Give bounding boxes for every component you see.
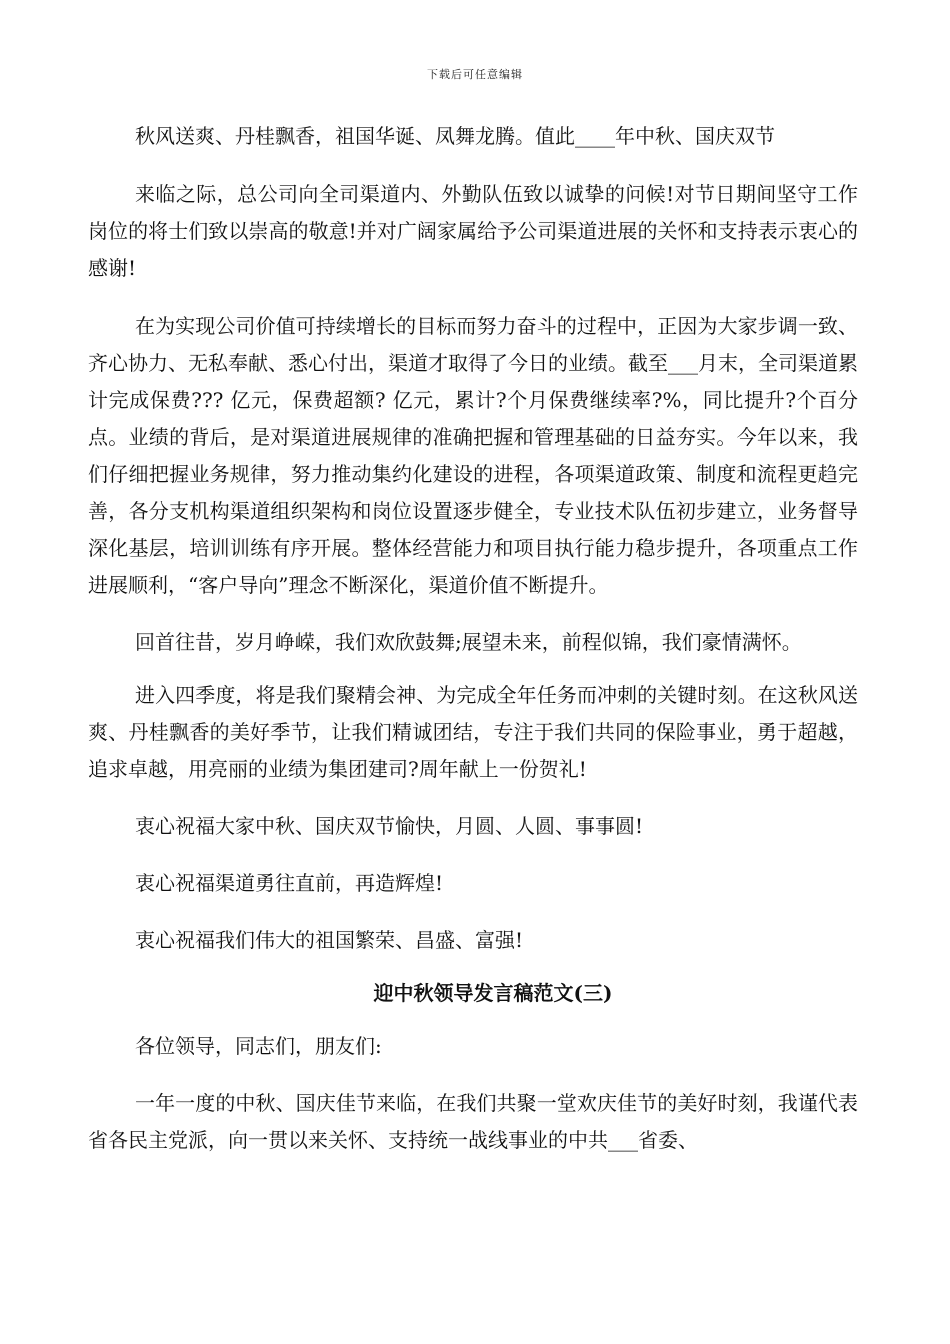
paragraph-speech-opening: 一年一度的中秋、国庆佳节来临，在我们共聚一堂欢庆佳节的美好时刻，我谨代表省各民主党派，向一贯以来关怀、支持统一战线事业的中共___省委、 — [88, 1091, 858, 1152]
document-body — [88, 118, 858, 1159]
paragraph-salutation: 各位领导，同志们，朋友们: — [135, 1034, 382, 1058]
paragraph-wish-country: 衷心祝福我们伟大的祖国繁荣、昌盛、富强! — [135, 928, 524, 952]
paragraph-looking-back: 回首往昔，岁月峥嵘，我们欢欣鼓舞;展望未来，前程似锦，我们豪情满怀。 — [135, 630, 802, 654]
paragraph-wish-festival: 衷心祝福大家中秋、国庆双节愉快，月圆、人圆、事事圆! — [135, 814, 644, 838]
header-note: 下载后可任意编辑 — [427, 68, 523, 81]
paragraph-greeting: 来临之际，总公司向全司渠道内、外勤队伍致以诚挚的问候!对节日期间坚守工作岗位的将士们致以崇高的敬意!并对广阔家属给予公司渠道进展的关怀和支持表示衷心的感谢! — [88, 182, 858, 280]
paragraph-wish-channel: 衷心祝福渠道勇往直前，再造辉煌! — [135, 871, 444, 895]
section-title: 迎中秋领导发言稿范文(三) — [373, 981, 613, 1005]
paragraph-performance: 在为实现公司价值可持续增长的目标而努力奋斗的过程中，正因为大家步调一致、齐心协力、无私奉献、悉心付出，渠道才取得了今日的业绩。截至___月末，全司渠道累计完成保费??? 亿元，保费超额? 亿元，累计?个月保费继续率?%，同比提升?个百分点。业绩的背后，是对渠道进展规律的准确把握和管理基础的日益夯实。今年以来，我们仔细把握业务规律，努力推动集约化建设的进程，各项渠道政策、制度和流程更趋完善，各分支机构渠道组织架构和岗位设置逐步健全，专业技术队伍初步建立，业务督导深化基层，培训训练有序开展。整体经营能力和项目执行能力稳步提升，各项重点工作进展顺利，“客户导向”理念不断深化，渠道价值不断提升。 — [88, 314, 858, 597]
paragraph-fourth-quarter: 进入四季度，将是我们聚精会神、为完成全年任务而冲刺的关键时刻。在这秋风送爽、丹桂飘香的美好季节，让我们精诚团结，专注于我们共同的保险事业，勇于超越，追求卓越，用亮丽的业绩为集团建司?周年献上一份贺礼! — [88, 683, 858, 781]
paragraph-opening-line: 秋风送爽、丹桂飘香，祖国华诞、凤舞龙腾。值此____年中秋、国庆双节 — [135, 124, 775, 148]
